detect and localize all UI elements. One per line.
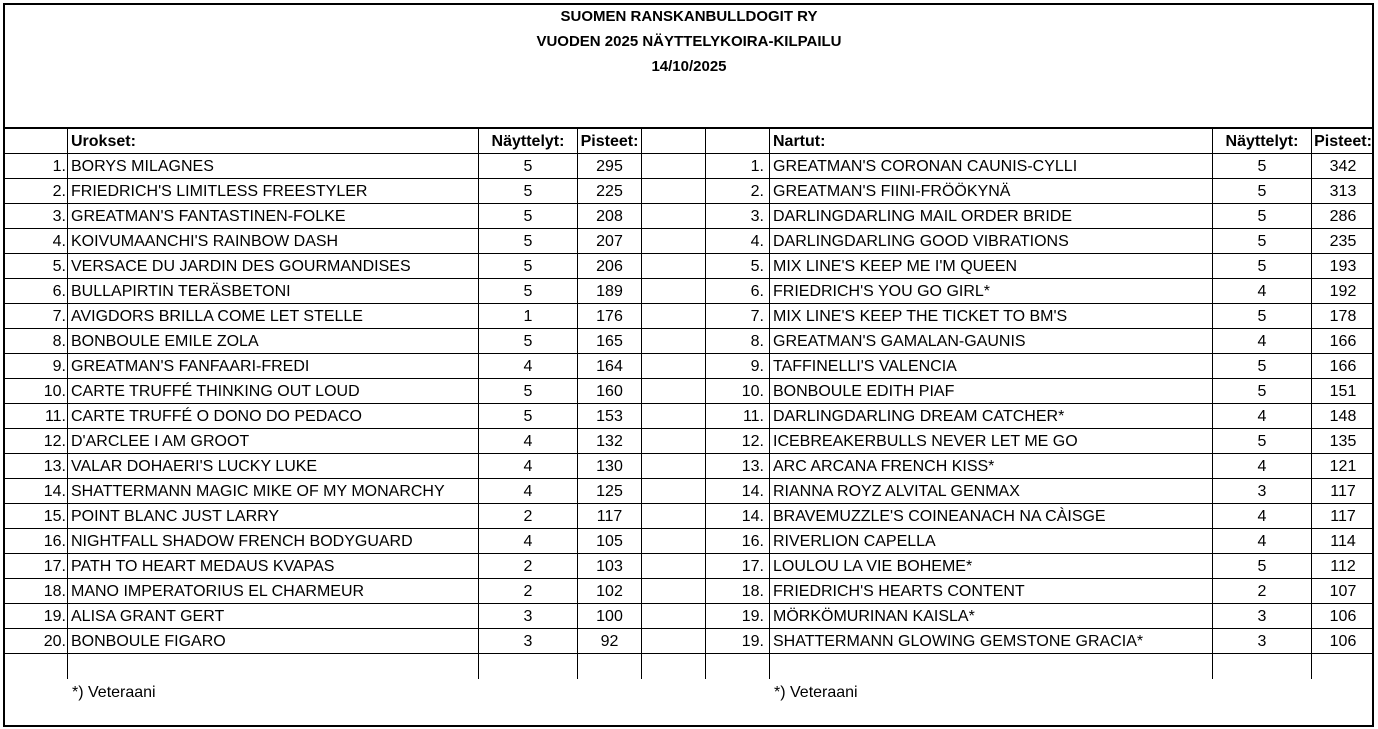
right-row-points: 106 (1329, 633, 1357, 650)
right-row-dog-name: MÖRKÖMURINAN KAISLA* (773, 608, 975, 625)
left-row-dog-name: KOIVUMAANCHI'S RAINBOW DASH (71, 233, 339, 250)
right-row-shows: 5 (1257, 208, 1267, 225)
left-row-rank: 5. (52, 258, 66, 275)
left-row-rank: 18. (43, 583, 66, 600)
right-row-rank: 12. (741, 433, 764, 450)
right-row-shows: 2 (1257, 583, 1267, 600)
left-row-points: 132 (596, 433, 623, 450)
left-row-rank: 1. (52, 158, 66, 175)
left-row-points: 160 (596, 383, 623, 400)
left-row-points: 225 (596, 183, 623, 200)
right-row-shows: 5 (1257, 158, 1267, 175)
left-row-shows: 2 (523, 583, 533, 600)
left-row-dog-name: GREATMAN'S FANTASTINEN-FOLKE (71, 208, 346, 225)
right-row-points: 193 (1329, 258, 1357, 275)
left-row-dog-name: D'ARCLEE I AM GROOT (71, 433, 250, 450)
right-row-rank: 9. (750, 358, 764, 375)
left-row-dog-name: POINT BLANC JUST LARRY (71, 508, 280, 525)
right-row-shows: 4 (1257, 333, 1267, 350)
left-row-shows: 3 (523, 608, 533, 625)
left-row-rank: 10. (43, 383, 66, 400)
left-row-rank: 17. (43, 558, 66, 575)
left-row-dog-name: NIGHTFALL SHADOW FRENCH BODYGUARD (71, 533, 413, 550)
left-row-rank: 9. (52, 358, 66, 375)
left-row-points: 164 (596, 358, 623, 375)
right-row-dog-name: ARC ARCANA FRENCH KISS* (773, 458, 995, 475)
left-row-shows: 5 (523, 408, 533, 425)
right-row-rank: 10. (741, 383, 764, 400)
left-row-rank: 2. (52, 183, 66, 200)
right-row-points: 286 (1329, 208, 1357, 225)
left-row-dog-name: FRIEDRICH'S LIMITLESS FREESTYLER (71, 183, 368, 200)
left-row-points: 105 (596, 533, 623, 550)
right-row-shows: 3 (1257, 608, 1267, 625)
left-row-rank: 13. (43, 458, 66, 475)
right-row-rank: 6. (750, 283, 764, 300)
left-row-shows: 1 (523, 308, 533, 325)
right-row-points: 166 (1329, 358, 1357, 375)
left-row-dog-name: BORYS MILAGNES (71, 158, 214, 175)
right-row-rank: 4. (750, 233, 764, 250)
right-row-shows: 5 (1257, 233, 1267, 250)
right-row-rank: 3. (750, 208, 764, 225)
left-row-rank: 20. (43, 633, 66, 650)
right-row-shows: 4 (1257, 408, 1267, 425)
left-row-shows: 5 (523, 158, 533, 175)
right-row-dog-name: RIVERLION CAPELLA (773, 533, 936, 550)
right-header-name: Nartut: (773, 133, 826, 150)
left-row-dog-name: GREATMAN'S FANFAARI-FREDI (71, 358, 310, 375)
right-row-dog-name: TAFFINELLI'S VALENCIA (773, 358, 957, 375)
right-row-shows: 5 (1257, 183, 1267, 200)
left-row-rank: 16. (43, 533, 66, 550)
left-row-shows: 2 (523, 558, 533, 575)
right-row-rank: 19. (741, 608, 764, 625)
left-row-shows: 4 (523, 458, 533, 475)
left-row-points: 102 (596, 583, 623, 600)
left-row-rank: 15. (43, 508, 66, 525)
left-row-rank: 7. (52, 308, 66, 325)
right-row-rank: 1. (750, 158, 764, 175)
left-row-rank: 12. (43, 433, 66, 450)
right-row-dog-name: GREATMAN'S CORONAN CAUNIS-CYLLI (773, 158, 1078, 175)
left-row-points: 206 (596, 258, 623, 275)
left-row-shows: 5 (523, 208, 533, 225)
left-header-points: Pisteet: (580, 133, 639, 150)
right-row-points: 342 (1329, 158, 1357, 175)
right-row-points: 178 (1329, 308, 1357, 325)
left-row-dog-name: CARTE TRUFFÉ THINKING OUT LOUD (71, 383, 360, 400)
left-header-shows: Näyttelyt: (491, 133, 565, 150)
right-row-dog-name: GREATMAN'S FIINI-FRÖÖKYNÄ (773, 183, 1011, 200)
right-row-shows: 4 (1257, 533, 1267, 550)
left-row-points: 92 (600, 633, 619, 650)
right-row-dog-name: FRIEDRICH'S YOU GO GIRL* (773, 283, 991, 300)
left-row-points: 103 (596, 558, 623, 575)
left-row-shows: 5 (523, 183, 533, 200)
right-footnote: *) Veteraani (774, 684, 858, 701)
right-row-points: 114 (1330, 533, 1356, 550)
left-row-rank: 8. (52, 333, 66, 350)
left-row-points: 165 (596, 333, 623, 350)
left-row-rank: 11. (44, 408, 66, 425)
left-row-shows: 4 (523, 533, 533, 550)
right-row-dog-name: LOULOU LA VIE BOHEME* (773, 558, 973, 575)
left-row-shows: 4 (523, 358, 533, 375)
right-row-rank: 16. (741, 533, 764, 550)
left-row-points: 125 (596, 483, 623, 500)
right-row-shows: 5 (1257, 358, 1267, 375)
left-row-shows: 5 (523, 333, 533, 350)
right-row-points: 117 (1330, 483, 1356, 500)
right-row-dog-name: BRAVEMUZZLE'S COINEANACH NA CÀISGE (773, 508, 1106, 525)
left-row-rank: 3. (52, 208, 66, 225)
left-row-dog-name: MANO IMPERATORIUS EL CHARMEUR (71, 583, 365, 600)
left-row-shows: 3 (523, 633, 533, 650)
left-row-dog-name: ALISA GRANT GERT (71, 608, 225, 625)
right-row-rank: 11. (742, 408, 764, 425)
right-row-dog-name: ICEBREAKERBULLS NEVER LET ME GO (773, 433, 1078, 450)
competition-title: VUODEN 2025 NÄYTTELYKOIRA-KILPAILU (536, 33, 842, 50)
left-row-dog-name: BONBOULE FIGARO (71, 633, 226, 650)
right-row-shows: 5 (1257, 558, 1267, 575)
left-row-points: 153 (596, 408, 623, 425)
right-row-shows: 4 (1257, 283, 1267, 300)
left-row-dog-name: VERSACE DU JARDIN DES GOURMANDISES (71, 258, 411, 275)
left-footnote: *) Veteraani (72, 684, 156, 701)
left-row-shows: 2 (523, 508, 533, 525)
right-row-rank: 5. (750, 258, 764, 275)
right-row-dog-name: RIANNA ROYZ ALVITAL GENMAX (773, 483, 1020, 500)
right-header-shows: Näyttelyt: (1225, 133, 1299, 150)
right-row-points: 107 (1329, 583, 1357, 600)
left-row-dog-name: PATH TO HEART MEDAUS KVAPAS (71, 558, 335, 575)
right-row-rank: 19. (741, 633, 764, 650)
right-row-dog-name: MIX LINE'S KEEP THE TICKET TO BM'S (773, 308, 1068, 325)
left-row-shows: 5 (523, 258, 533, 275)
right-header-points: Pisteet: (1314, 133, 1372, 150)
left-row-shows: 5 (523, 283, 533, 300)
left-row-points: 189 (596, 283, 623, 300)
left-row-points: 207 (596, 233, 623, 250)
left-row-dog-name: SHATTERMANN MAGIC MIKE OF MY MONARCHY (71, 483, 445, 500)
right-row-rank: 13. (741, 458, 764, 475)
left-row-points: 295 (596, 158, 623, 175)
right-row-points: 121 (1329, 458, 1357, 475)
left-header-name: Urokset: (71, 133, 136, 150)
right-row-rank: 17. (741, 558, 764, 575)
left-row-rank: 19. (43, 608, 66, 625)
right-row-dog-name: GREATMAN'S GAMALAN-GAUNIS (773, 333, 1026, 350)
right-row-shows: 4 (1257, 458, 1267, 475)
right-row-points: 135 (1329, 433, 1357, 450)
right-row-dog-name: DARLINGDARLING DREAM CATCHER* (773, 408, 1065, 425)
right-row-shows: 5 (1257, 258, 1267, 275)
right-row-rank: 2. (750, 183, 764, 200)
right-row-rank: 7. (750, 308, 764, 325)
left-row-rank: 4. (52, 233, 66, 250)
left-row-shows: 4 (523, 433, 533, 450)
right-row-shows: 5 (1257, 308, 1267, 325)
left-row-points: 130 (596, 458, 623, 475)
right-row-rank: 14. (741, 508, 764, 525)
right-row-shows: 5 (1257, 383, 1267, 400)
report-date: 14/10/2025 (651, 58, 727, 75)
right-row-points: 235 (1329, 233, 1357, 250)
left-row-rank: 14. (43, 483, 66, 500)
right-row-shows: 3 (1257, 483, 1267, 500)
right-row-rank: 18. (741, 583, 764, 600)
left-row-points: 117 (596, 508, 623, 525)
right-row-points: 166 (1329, 333, 1357, 350)
left-row-dog-name: CARTE TRUFFÉ O DONO DO PEDACO (71, 408, 362, 425)
left-row-dog-name: BULLAPIRTIN TERÄSBETONI (71, 283, 291, 300)
club-title: SUOMEN RANSKANBULLDOGIT RY (560, 8, 818, 25)
right-row-dog-name: FRIEDRICH'S HEARTS CONTENT (773, 583, 1025, 600)
right-row-dog-name: SHATTERMANN GLOWING GEMSTONE GRACIA* (773, 633, 1144, 650)
right-row-points: 313 (1329, 183, 1357, 200)
left-row-points: 100 (596, 608, 623, 625)
left-row-points: 208 (596, 208, 623, 225)
right-row-shows: 4 (1257, 508, 1267, 525)
left-row-rank: 6. (52, 283, 66, 300)
left-row-dog-name: VALAR DOHAERI'S LUCKY LUKE (71, 458, 318, 475)
right-row-points: 151 (1329, 383, 1357, 400)
right-row-shows: 5 (1257, 433, 1267, 450)
right-row-dog-name: DARLINGDARLING MAIL ORDER BRIDE (773, 208, 1073, 225)
right-row-dog-name: MIX LINE'S KEEP ME I'M QUEEN (773, 258, 1018, 275)
left-row-shows: 5 (523, 383, 533, 400)
left-row-shows: 5 (523, 233, 533, 250)
left-row-shows: 4 (523, 483, 533, 500)
right-row-points: 106 (1329, 608, 1357, 625)
right-row-points: 148 (1329, 408, 1357, 425)
left-row-dog-name: AVIGDORS BRILLA COME LET STELLE (71, 308, 363, 325)
left-row-points: 176 (596, 308, 623, 325)
right-row-dog-name: DARLINGDARLING GOOD VIBRATIONS (773, 233, 1069, 250)
right-row-points: 192 (1329, 283, 1357, 300)
right-row-points: 117 (1330, 508, 1356, 525)
left-row-dog-name: BONBOULE EMILE ZOLA (71, 333, 259, 350)
right-row-shows: 3 (1257, 633, 1267, 650)
right-row-rank: 8. (750, 333, 764, 350)
right-row-points: 112 (1330, 558, 1356, 575)
right-row-rank: 14. (741, 483, 764, 500)
right-row-dog-name: BONBOULE EDITH PIAF (773, 383, 955, 400)
